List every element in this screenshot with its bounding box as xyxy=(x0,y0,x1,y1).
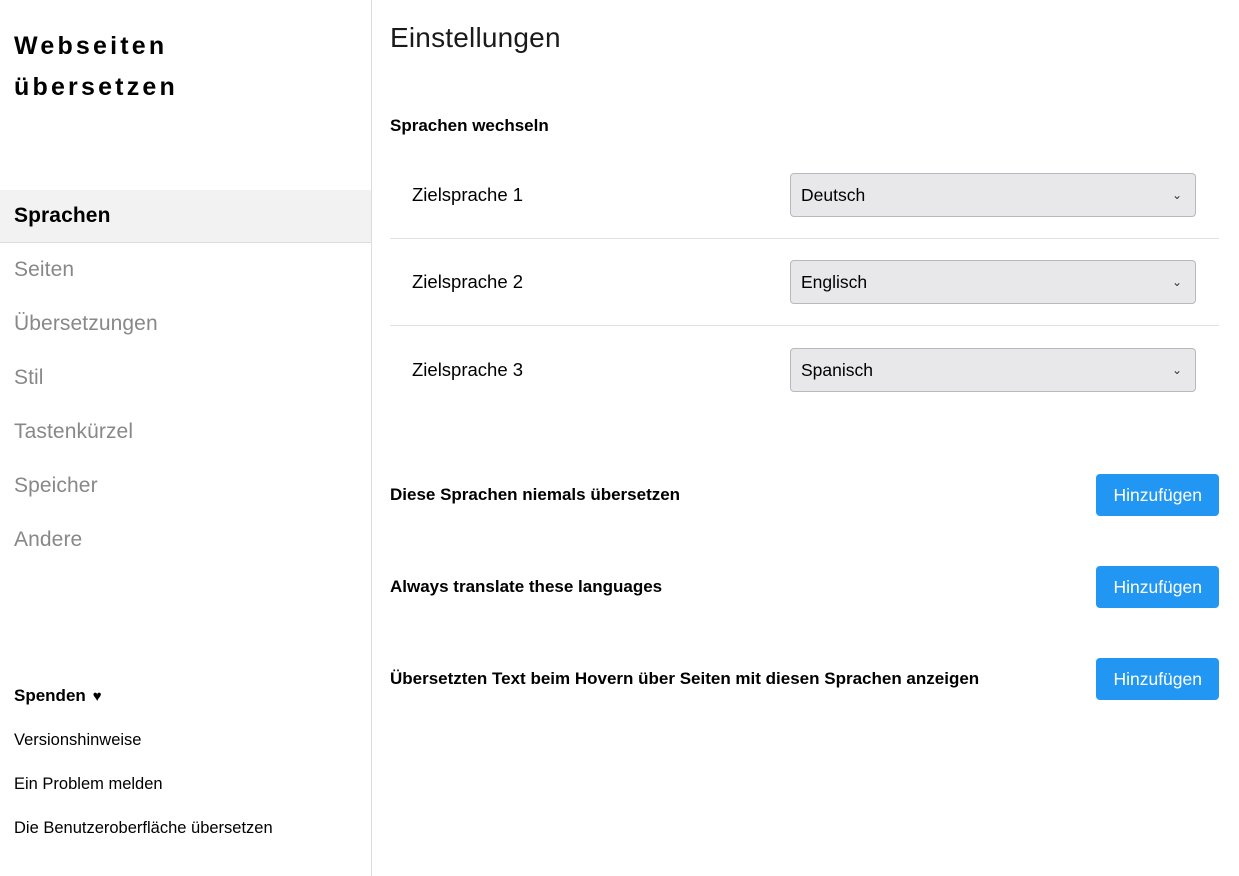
language-rows xyxy=(390,152,1219,413)
target-language-2-label: Zielsprache 2 xyxy=(412,271,524,292)
never-translate-add-button[interactable]: Hinzufügen xyxy=(1096,474,1219,516)
sidebar-item-speicher[interactable] xyxy=(0,459,371,513)
sidebar-item-label: Andere xyxy=(14,528,83,551)
sidebar-item-seiten[interactable] xyxy=(0,243,371,297)
sidebar-item-uebersetzungen[interactable] xyxy=(0,297,371,351)
target-language-1-label: Zielsprache 1 xyxy=(412,184,524,205)
target-language-1-select[interactable] xyxy=(790,173,1196,217)
chevron-down-icon: ⌄ xyxy=(1171,362,1182,377)
sidebar-nav xyxy=(0,189,371,567)
report-problem-link[interactable]: Ein Problem melden xyxy=(14,775,163,793)
donate-label: Spenden xyxy=(14,686,86,705)
sidebar-item-tastenkuerzel[interactable] xyxy=(0,405,371,459)
sidebar-item-label: Seiten xyxy=(14,258,75,281)
language-row-2 xyxy=(390,239,1219,326)
chevron-down-icon: ⌄ xyxy=(1171,275,1182,289)
release-notes-link[interactable]: Versionshinweise xyxy=(14,731,142,749)
target-language-2-select-wrap xyxy=(790,260,1196,304)
target-language-3-label: Zielsprache 3 xyxy=(412,358,524,380)
language-row-3 xyxy=(390,326,1219,413)
translate-ui-link[interactable]: Die Benutzeroberfläche übersetzen xyxy=(14,819,273,837)
sidebar xyxy=(0,0,372,876)
sidebar-item-andere[interactable] xyxy=(0,513,371,567)
sidebar-item-label: Sprachen xyxy=(14,204,111,227)
always-translate-row xyxy=(390,563,1219,611)
language-row-1 xyxy=(390,152,1219,239)
page-title: Einstellungen xyxy=(390,22,561,53)
donate-link[interactable] xyxy=(0,686,371,706)
hover-translate-add-button[interactable]: Hinzufügen xyxy=(1096,658,1219,700)
sidebar-item-label: Speicher xyxy=(14,474,98,497)
target-language-1-select-wrap xyxy=(790,173,1196,217)
sidebar-item-label: Übersetzungen xyxy=(14,312,158,335)
never-translate-label: Diese Sprachen niemals übersetzen xyxy=(390,485,681,504)
sidebar-item-label: Stil xyxy=(14,366,44,389)
hover-translate-label: Übersetzten Text beim Hovern über Seiten mit diesen Sprachen anzeigen xyxy=(390,669,980,688)
hover-translate-row xyxy=(390,655,1219,703)
app-brand-title xyxy=(0,0,371,107)
sidebar-item-sprachen[interactable] xyxy=(0,189,371,243)
chevron-down-icon: ⌄ xyxy=(1171,188,1182,202)
sidebar-item-label: Tastenkürzel xyxy=(14,420,134,443)
brand-line-1: Webseiten xyxy=(14,32,168,60)
brand-line-2: übersetzen xyxy=(14,72,178,101)
target-language-2-select[interactable] xyxy=(790,260,1196,304)
target-language-3-select-wrap xyxy=(790,348,1196,392)
always-translate-label: Always translate these languages xyxy=(390,577,663,596)
section-title-switch-languages: Sprachen wechseln xyxy=(390,116,549,135)
never-translate-row xyxy=(390,471,1219,519)
settings-panel xyxy=(372,0,1239,876)
target-language-3-select[interactable] xyxy=(790,348,1196,392)
heart-icon: ♥ xyxy=(92,687,102,705)
sidebar-item-stil[interactable] xyxy=(0,351,371,405)
sidebar-footer xyxy=(0,686,371,838)
always-translate-add-button[interactable]: Hinzufügen xyxy=(1096,566,1219,608)
